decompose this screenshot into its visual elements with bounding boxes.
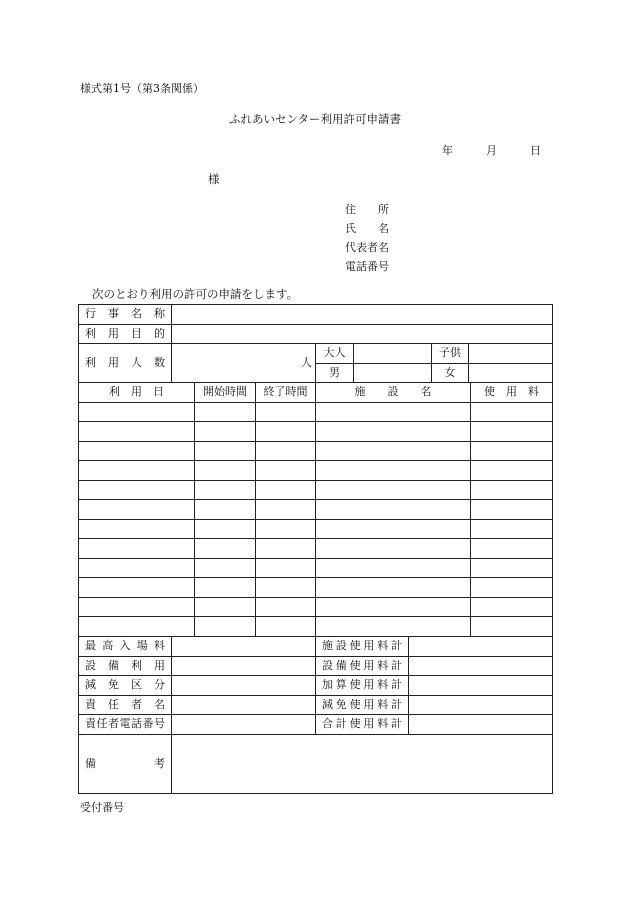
receipt-number-label: 受付番号: [80, 801, 124, 814]
date-month: 月: [486, 144, 497, 157]
responsible-person-field[interactable]: [172, 695, 316, 715]
start-time-cell[interactable]: [195, 578, 256, 598]
schedule-row: [79, 480, 553, 500]
female-label: 女: [432, 363, 469, 383]
date-day: 日: [530, 144, 541, 157]
equipment-fee-total-label: 設備使用料計: [316, 656, 409, 676]
equipment-fee-total-field[interactable]: [409, 656, 553, 676]
start-time-cell[interactable]: [195, 500, 256, 520]
facility-name-cell[interactable]: [316, 519, 471, 539]
event-info-table: [78, 304, 553, 383]
use-date-cell[interactable]: [79, 500, 195, 520]
use-date-cell[interactable]: [79, 441, 195, 461]
people-unit: 人: [301, 356, 312, 369]
start-time-cell[interactable]: [195, 441, 256, 461]
facility-name-cell[interactable]: [316, 480, 471, 500]
table-row: [79, 637, 553, 657]
use-date-cell[interactable]: [79, 617, 195, 637]
schedule-row: [79, 539, 553, 559]
use-date-cell[interactable]: [79, 558, 195, 578]
facility-name-cell[interactable]: [316, 422, 471, 442]
schedule-row: [79, 461, 553, 481]
fee-cell[interactable]: [471, 441, 553, 461]
remarks-field[interactable]: [172, 734, 553, 793]
schedule-row: [79, 441, 553, 461]
form-number: 様式第1号（第3条関係）: [80, 82, 204, 95]
use-date-cell[interactable]: [79, 539, 195, 559]
col-start-time: 開始時間: [195, 383, 256, 403]
intro-text: 次のとおり利用の許可の申請をします。: [92, 287, 299, 301]
start-time-cell[interactable]: [195, 597, 256, 617]
col-facility-name: 施 設 名: [316, 383, 471, 403]
end-time-cell[interactable]: [256, 480, 316, 500]
facility-name-cell[interactable]: [316, 441, 471, 461]
schedule-row: [79, 617, 553, 637]
fee-cell[interactable]: [471, 597, 553, 617]
responsible-person-label: 責 任 者 名: [79, 695, 172, 715]
use-date-cell[interactable]: [79, 597, 195, 617]
people-count-field[interactable]: [172, 344, 316, 383]
facility-name-cell[interactable]: [316, 461, 471, 481]
remarks-label: 備 考: [79, 734, 172, 793]
fee-cell[interactable]: [471, 617, 553, 637]
use-date-cell[interactable]: [79, 480, 195, 500]
equipment-use-label: 設 備 利 用: [79, 656, 172, 676]
schedule-row: [79, 402, 553, 422]
fee-cell[interactable]: [471, 461, 553, 481]
table-row: [79, 695, 553, 715]
grand-total-label: 合計使用料計: [316, 715, 409, 735]
exemption-category-label: 減 免 区 分: [79, 676, 172, 696]
equipment-use-field[interactable]: [172, 656, 316, 676]
schedule-row: [79, 422, 553, 442]
facility-name-cell[interactable]: [316, 558, 471, 578]
applicant-address-label: 住 所: [345, 203, 389, 216]
child-label: 子供: [432, 344, 469, 364]
max-admission-field[interactable]: [172, 637, 316, 657]
fee-cell[interactable]: [471, 519, 553, 539]
facility-fee-total-field[interactable]: [409, 637, 553, 657]
schedule-row: [79, 519, 553, 539]
event-name-label: 行 事 名 称: [79, 305, 172, 325]
grand-total-field[interactable]: [409, 715, 553, 735]
event-name-field[interactable]: [172, 305, 553, 325]
male-field[interactable]: [354, 363, 432, 383]
col-fee: 使 用 料: [471, 383, 553, 403]
female-field[interactable]: [469, 363, 553, 383]
end-time-cell[interactable]: [256, 578, 316, 598]
end-time-cell[interactable]: [256, 500, 316, 520]
schedule-row: [79, 558, 553, 578]
max-admission-label: 最 高 入 場 料: [79, 637, 172, 657]
start-time-cell[interactable]: [195, 617, 256, 637]
document-title: ふれあいセンター利用許可申請書: [228, 112, 402, 126]
facility-name-cell[interactable]: [316, 578, 471, 598]
end-time-cell[interactable]: [256, 539, 316, 559]
use-date-cell[interactable]: [79, 461, 195, 481]
purpose-label: 利 用 目 的: [79, 324, 172, 344]
use-date-cell[interactable]: [79, 578, 195, 598]
exemption-category-field[interactable]: [172, 676, 316, 696]
table-row: [79, 734, 553, 793]
fee-cell[interactable]: [471, 578, 553, 598]
male-label: 男: [316, 363, 354, 383]
schedule-table: [78, 382, 553, 637]
fee-cell[interactable]: [471, 539, 553, 559]
purpose-field[interactable]: [172, 324, 553, 344]
table-row: [79, 656, 553, 676]
schedule-row: [79, 500, 553, 520]
facility-name-cell[interactable]: [316, 402, 471, 422]
applicant-phone-label: 電話番号: [345, 260, 389, 273]
end-time-cell[interactable]: [256, 617, 316, 637]
use-date-cell[interactable]: [79, 402, 195, 422]
col-use-date: 利 用 日: [79, 383, 195, 403]
schedule-row: [79, 578, 553, 598]
surcharge-fee-total-field[interactable]: [409, 676, 553, 696]
table-row: [79, 324, 553, 344]
start-time-cell[interactable]: [195, 519, 256, 539]
end-time-cell[interactable]: [256, 519, 316, 539]
child-field[interactable]: [469, 344, 553, 364]
start-time-cell[interactable]: [195, 539, 256, 559]
start-time-cell[interactable]: [195, 402, 256, 422]
facility-name-cell[interactable]: [316, 597, 471, 617]
start-time-cell[interactable]: [195, 558, 256, 578]
fee-cell[interactable]: [471, 558, 553, 578]
people-count-label: 利 用 人 数: [79, 344, 172, 383]
end-time-cell[interactable]: [256, 461, 316, 481]
end-time-cell[interactable]: [256, 597, 316, 617]
facility-name-cell[interactable]: [316, 500, 471, 520]
adult-field[interactable]: [354, 344, 432, 364]
fee-cell[interactable]: [471, 480, 553, 500]
exempt-fee-total-label: 減免使用料計: [316, 695, 409, 715]
end-time-cell[interactable]: [256, 422, 316, 442]
start-time-cell[interactable]: [195, 461, 256, 481]
facility-fee-total-label: 施設使用料計: [316, 637, 409, 657]
exempt-fee-total-field[interactable]: [409, 695, 553, 715]
facility-name-cell[interactable]: [316, 617, 471, 637]
table-row: [79, 676, 553, 696]
end-time-cell[interactable]: [256, 441, 316, 461]
use-date-cell[interactable]: [79, 519, 195, 539]
fee-cell[interactable]: [471, 402, 553, 422]
addressee-suffix: 様: [208, 172, 220, 186]
facility-name-cell[interactable]: [316, 539, 471, 559]
col-end-time: 終了時間: [256, 383, 316, 403]
table-row: [79, 344, 553, 364]
responsible-phone-field[interactable]: [172, 715, 316, 735]
adult-label: 大人: [316, 344, 354, 364]
end-time-cell[interactable]: [256, 558, 316, 578]
responsible-phone-label: 責任者電話番号: [79, 715, 172, 735]
fee-cell[interactable]: [471, 500, 553, 520]
fee-table: [78, 636, 553, 794]
table-row: [79, 715, 553, 735]
schedule-header-row: [79, 383, 553, 403]
start-time-cell[interactable]: [195, 422, 256, 442]
fee-cell[interactable]: [471, 422, 553, 442]
start-time-cell[interactable]: [195, 480, 256, 500]
applicant-representative-label: 代表者名: [345, 241, 389, 254]
use-date-cell[interactable]: [79, 422, 195, 442]
schedule-row: [79, 597, 553, 617]
applicant-name-label: 氏 名: [345, 222, 389, 235]
date-line: [442, 142, 541, 158]
date-year: 年: [442, 144, 453, 157]
surcharge-fee-total-label: 加算使用料計: [316, 676, 409, 696]
table-row: [79, 305, 553, 325]
end-time-cell[interactable]: [256, 402, 316, 422]
